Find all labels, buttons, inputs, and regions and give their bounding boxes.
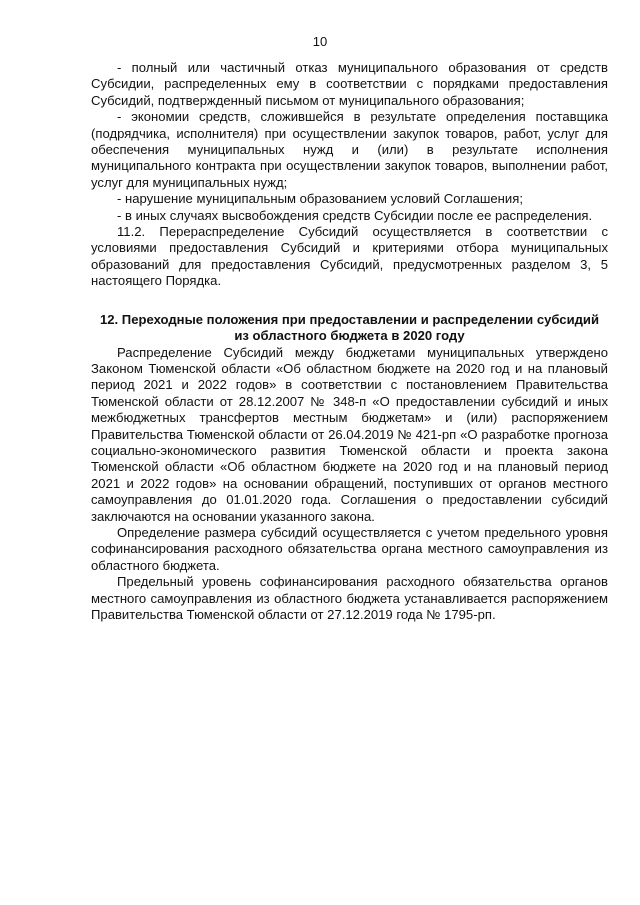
- paragraph-distribution: Распределение Субсидий между бюджетами муниципальных утверждено Законом Тюменской области «Об областном бюджете на 2020 год и на плановый период 2021 и 2022 годов» в соответствии с постановлением Правительства Тюменской области от 28.12.2007 № 348-п «О предоставлении субсидий и иных межбюджетных трансфертов местным бюджетам» и (или) распоряжением Правительства Тюменской области от 26.04.2019 № 421-рп «О разработке прогноза социально-экономического развития Тюменской области и проекта закона Тюменской области «Об областном бюджете на 2020 год и на плановый период 2021 и 2022 годов» на основании обращений, поступивших от органов местного самоуправления до 01.01.2020 года. Соглашения о предоставлении субсидий заключаются на основании указанного закона.: [91, 344, 608, 524]
- paragraph-cofinancing-level: Предельный уровень софинансирования расходного обязательства органов местного самоуправления из областного бюджета устанавливается распоряжением Правительства Тюменской области от 27.12.2019 года № 1795-рп.: [91, 574, 608, 622]
- paragraph-11-2: 11.2. Перераспределение Субсидий осуществляется в соответствии с условиями предоставления Субсидий и критериями отбора муниципальных образований для предоставления Субсидий, предусмотренных разделом 3, 5 настоящего Порядка.: [91, 224, 608, 289]
- section-title: 12. Переходные положения при предоставлении и распределении субсидий из областного бюджета в 2020 году: [99, 311, 600, 344]
- page-number: 10: [312, 34, 328, 49]
- paragraph-other-cases: - в иных случаях высвобождения средств Субсидии после ее распределения.: [117, 207, 593, 223]
- document-body: [91, 60, 608, 623]
- paragraph-savings: - экономии средств, сложившейся в результате определения поставщика (подрядчика, исполнителя) при осуществлении закупок товаров, работ, услуг для обеспечения муниципальных нужд и (или) в результате исполнения муниципального контракта при осуществлении закупок товаров, выполнении работ, услуг для муниципальных нужд;: [91, 109, 608, 190]
- paragraph-size-determination: Определение размера субсидий осуществляется с учетом предельного уровня софинансирования расходного обязательства органа местного самоуправления из областного бюджета.: [91, 524, 608, 573]
- paragraph-refusal: - полный или частичный отказ муниципального образования от средств Субсидии, распределенных ему в соответствии с порядками предоставления Субсидий, подтвержденный письмом от муниципального образования;: [91, 60, 608, 108]
- paragraph-violation: - нарушение муниципальным образованием условий Соглашения;: [117, 191, 523, 207]
